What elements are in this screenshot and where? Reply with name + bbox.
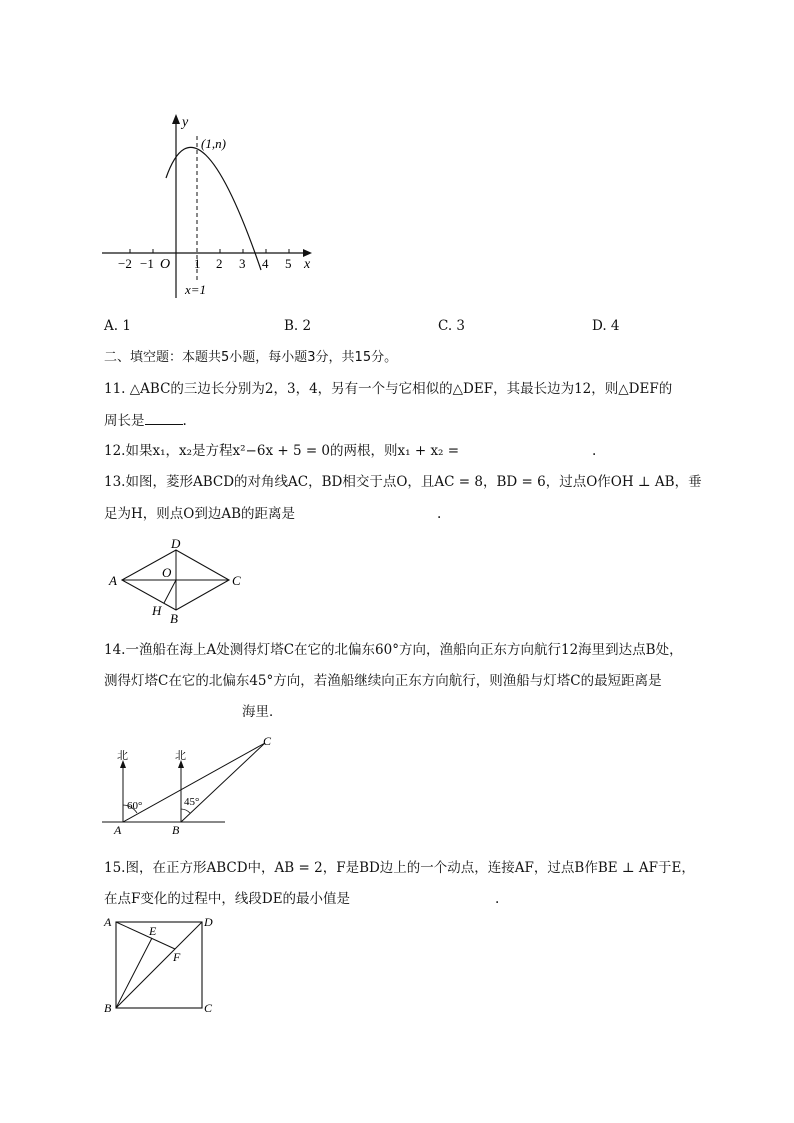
tick-label: 1 [194, 256, 201, 271]
q11-suffix: . [182, 413, 187, 429]
q13-line2: 足为H，则点O到边AB的距离是 [104, 506, 296, 522]
q11-line2 [104, 410, 187, 431]
point-label-b: B [170, 611, 178, 626]
symmetry-line-label: x=1 [185, 282, 207, 297]
segment-af [116, 922, 175, 949]
y-axis-arrow [172, 114, 180, 124]
vertex-label: (1,n) [201, 136, 226, 151]
option-a: A. 1 [104, 318, 131, 334]
rhombus-figure [104, 535, 254, 627]
option-d: D. 4 [592, 318, 620, 334]
point-label-b: B [172, 823, 180, 837]
x-axis-label: x [304, 257, 311, 272]
q13-line1: 13.如图，菱形ABCD的对角线AC，BD相交于点O，且AC = 8，BD = 6，过点O作OH ⊥ AB，垂 [104, 474, 702, 490]
tick-label: −1 [140, 256, 154, 271]
q15-line1: 15.图，在正方形ABCD中，AB = 2，F是BD边上的一个动点，连接AF，过点B作BE ⊥ AF于E， [104, 860, 695, 876]
q11-prefix: 周长是 [104, 413, 145, 429]
tick-label: −2 [118, 256, 132, 271]
point-label-b: B [104, 1001, 112, 1015]
origin-label: O [160, 257, 171, 272]
tick-label: 3 [239, 256, 246, 271]
q14-line2: 测得灯塔C在它的北偏东45°方向，若渔船继续向正东方向航行，则渔船与灯塔C的最短距离是 [104, 673, 662, 689]
square-figure [100, 912, 225, 1017]
tick-label: 4 [262, 256, 269, 271]
q14-line1: 14.一渔船在海上A处测得灯塔C在它的北偏东60°方向，渔船向正东方向航行12海里到达点B处， [104, 642, 683, 658]
q13-end: . [437, 506, 442, 522]
y-axis-label: y [182, 115, 189, 130]
tick-label: 2 [216, 256, 223, 271]
point-label-d: D [204, 915, 213, 929]
parabola-graph [98, 108, 328, 303]
q14-line3: 海里． [242, 704, 283, 720]
tick-label: 5 [285, 256, 292, 271]
angle-label-60: 60° [127, 800, 143, 812]
point-label-o: O [162, 565, 172, 580]
point-label-c: C [232, 573, 241, 588]
q15-line2: 在点F变化的过程中，线段DE的最小值是 [104, 891, 351, 907]
angle-label-45: 45° [184, 796, 200, 808]
answer-blank[interactable] [145, 410, 183, 425]
section-heading: 二、填空题：本题共5小题，每小题3分，共15分。 [104, 350, 398, 365]
north-label: 北 [117, 750, 128, 762]
segment-be [116, 938, 152, 1008]
point-label-a: A [109, 573, 117, 588]
segment-oh [164, 580, 176, 603]
point-label-d: D [171, 536, 181, 551]
point-label-a: A [104, 915, 112, 929]
parabola-curve [166, 147, 261, 270]
q12-text: 12.如果x₁，x₂是方程x²−6x + 5 = 0的两根，则x₁ + x₂ = [104, 443, 460, 459]
point-label-c: C [263, 734, 272, 748]
option-b: B. 2 [284, 318, 312, 334]
point-label-f: F [173, 950, 181, 964]
lighthouse-figure [100, 733, 285, 841]
point-label-c: C [204, 1001, 213, 1015]
x-axis-arrow [303, 249, 312, 257]
q15-end: . [495, 891, 500, 907]
north-label: 北 [175, 750, 186, 762]
point-label-e: E [149, 924, 157, 938]
q11-line1: 11. △ABC的三边长分别为2，3，4，另有一个与它相似的△DEF，其最长边为12，则△DEF的 [104, 381, 673, 397]
diagonal-bd [116, 922, 202, 1008]
point-label-h: H [152, 603, 162, 618]
option-c: C. 3 [438, 318, 466, 334]
q12-end: . [592, 443, 597, 459]
point-label-a: A [114, 823, 122, 837]
